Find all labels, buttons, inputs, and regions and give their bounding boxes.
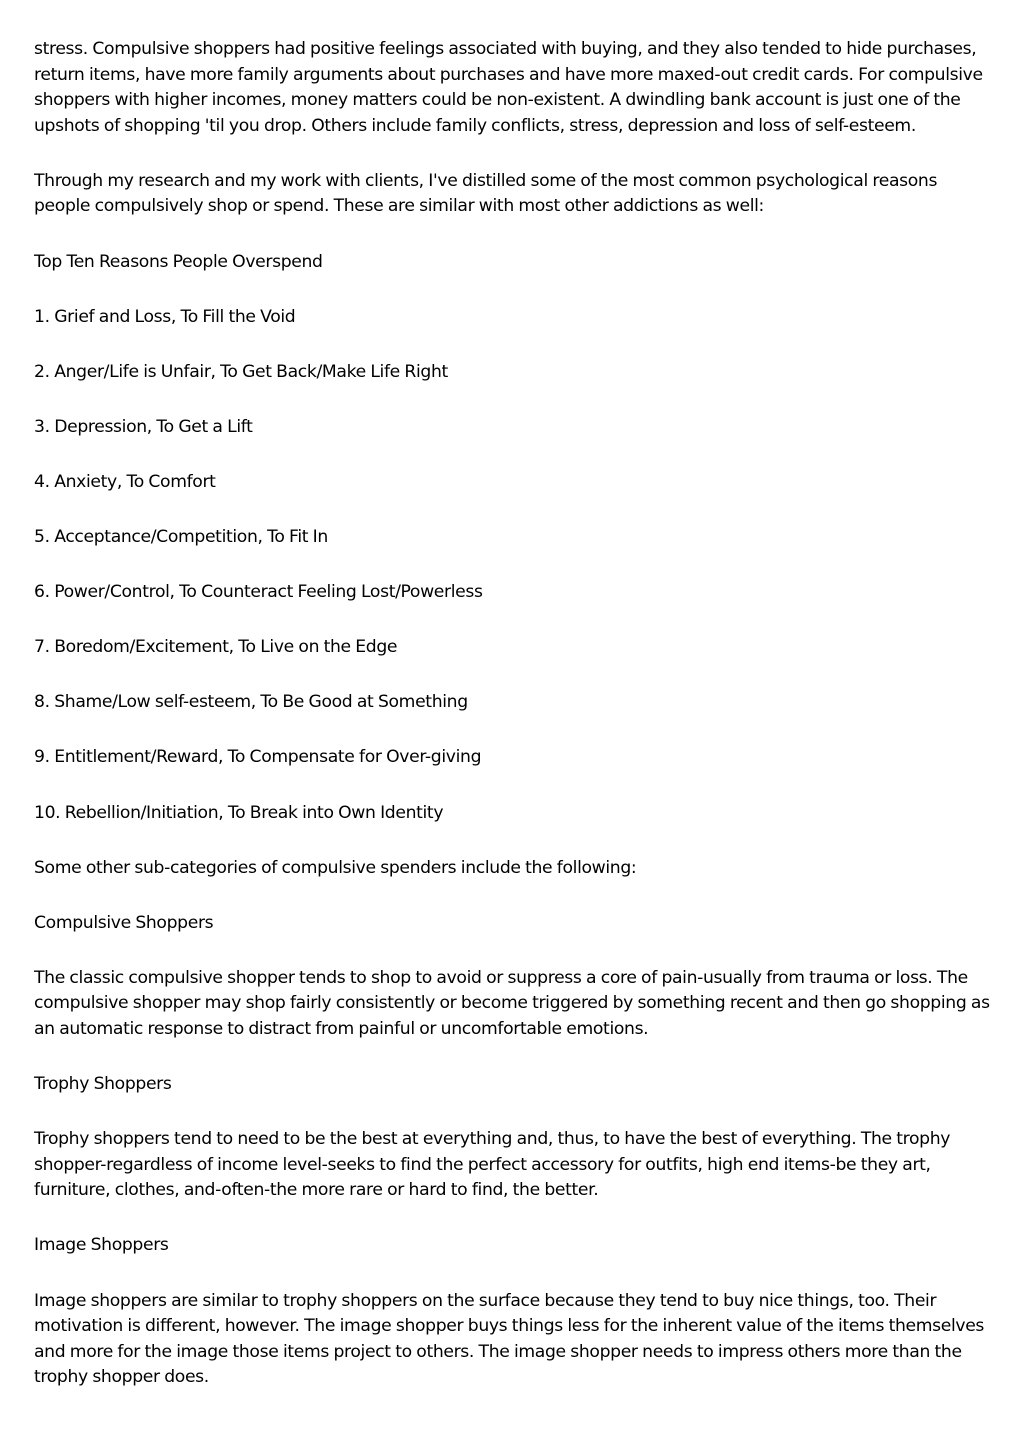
subcategories-intro: Some other sub-categories of compulsive spenders include the following: [34, 857, 637, 878]
list-item: 9. Entitlement/Reward, To Compensate for Over-giving [34, 747, 482, 768]
compulsive-shoppers-body: The classic compulsive shopper tends to shop to avoid or suppress a core of pain-usually from trauma or loss. The compulsive shopper may shop fairly consistently or become triggered by something recent and then go shopping as an automatic response to distract from painful or uncomfortable emotions. [34, 967, 990, 1039]
trophy-shoppers-body: Trophy shoppers tend to need to be the best at everything and, thus, to have the best of everything. The trophy shopper-regardless of income level-seeks to find the perfect accessory for outfits, high end items-be they art, furniture, clothes, and-often-the more rare or hard to find, the better. [34, 1129, 951, 1201]
list-item: 5. Acceptance/Competition, To Fit In [34, 527, 328, 548]
list-item: 7. Boredom/Excitement, To Live on the Edge [34, 637, 398, 658]
list-item: 2. Anger/Life is Unfair, To Get Back/Make Life Right [34, 361, 448, 382]
list-item: 10. Rebellion/Initiation, To Break into Own Identity [34, 802, 444, 823]
document-page [34, 37, 992, 1420]
list-item: 1. Grief and Loss, To Fill the Void [34, 306, 296, 327]
list-item: 6. Power/Control, To Counteract Feeling Lost/Powerless [34, 582, 483, 603]
list-item: 4. Anxiety, To Comfort [34, 471, 216, 492]
trophy-shoppers-heading: Trophy Shoppers [34, 1074, 172, 1095]
research-paragraph: Through my research and my work with clients, I've distilled some of the most common psychological reasons people compulsively shop or spend. These are similar with most other addictions as well: [34, 170, 938, 217]
list-item: 3. Depression, To Get a Lift [34, 416, 253, 437]
image-shoppers-body: Image shoppers are similar to trophy shoppers on the surface because they tend to buy nice things, too. Their motivation is different, however. The image shopper buys things less for the inherent value of the items themselves and more for the image those items project to others. The image shopper needs to impress others more than the trophy shopper does. [34, 1290, 985, 1388]
reasons-list [34, 305, 992, 826]
compulsive-shoppers-heading: Compulsive Shoppers [34, 912, 214, 933]
list-item: 8. Shame/Low self-esteem, To Be Good at Something [34, 692, 468, 713]
intro-paragraph: stress. Compulsive shoppers had positive feelings associated with buying, and they also tended to hide purchases, return items, have more family arguments about purchases and have more maxed-out credit cards. For compulsive shoppers with higher incomes, money matters could be non-existent. A dwindling bank account is just one of the upshots of shopping 'til you drop. Others include family conflicts, stress, depression and loss of self-esteem. [34, 39, 983, 136]
top-ten-heading: Top Ten Reasons People Overspend [34, 251, 323, 272]
image-shoppers-heading: Image Shoppers [34, 1235, 169, 1256]
